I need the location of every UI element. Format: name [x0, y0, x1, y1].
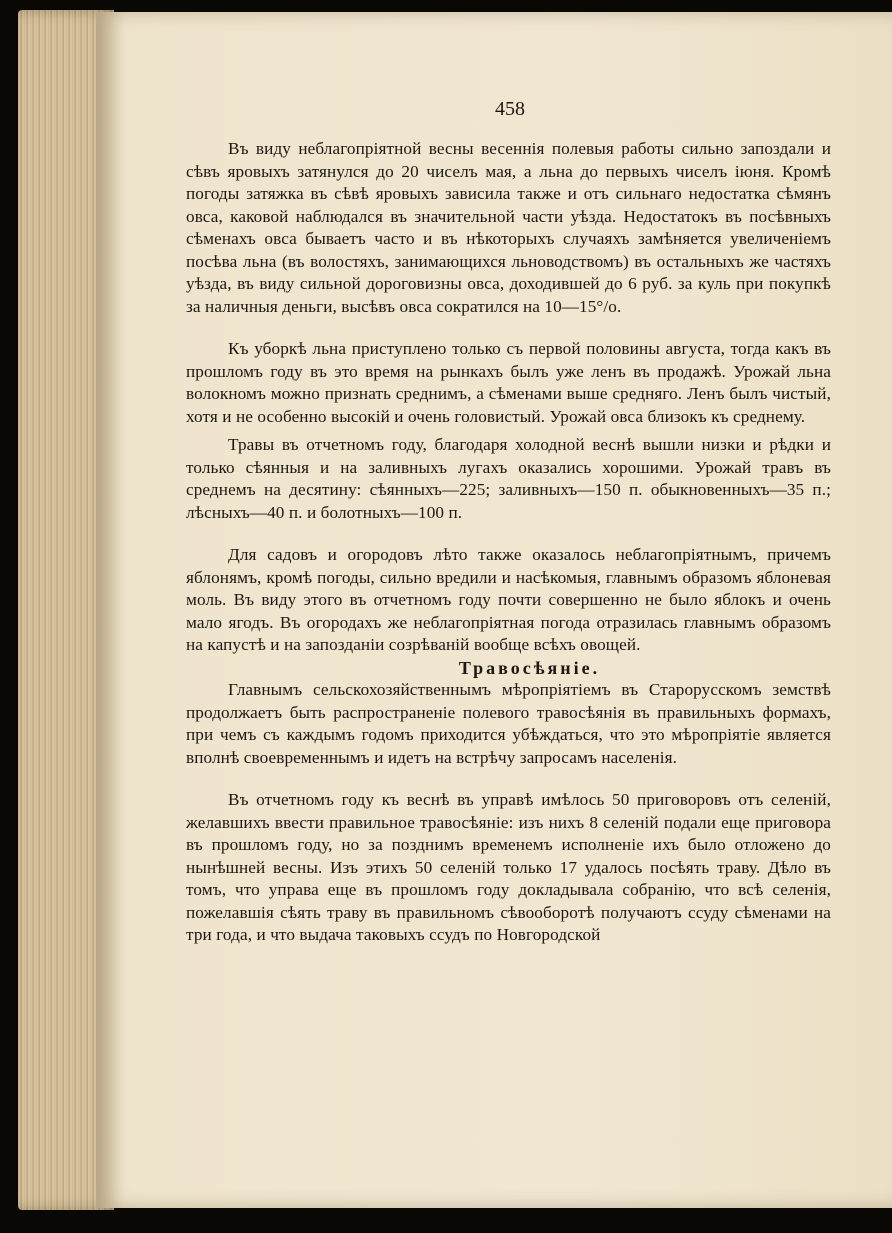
paragraph-gardens: Для садовъ и огородовъ лѣто также оказалось неблагопріятнымъ, причемъ яблонямъ, кромѣ погоды, сильно вредили и насѣкомыя, главнымъ образомъ яблоневая моль. Въ виду этого въ отчетномъ году почти совершенно не было яблокъ и очень мало ягодъ. Въ огородахъ же неблагопріятная погода отразилась главнымъ образомъ на капустѣ и на запозданіи созрѣваній вообще всѣхъ овощей. [186, 545, 831, 654]
page-text [186, 138, 831, 947]
paragraph-flax-harvest: Къ уборкѣ льна приступлено только съ первой половины августа, тогда какъ въ прошломъ году въ это время на рынкахъ былъ уже ленъ въ продажѣ. Урожай льна волокномъ можно признать среднимъ, а сѣменами выше средняго. Ленъ былъ чистый, хотя и не особенно высокій и очень головистый. Урожай овса близокъ къ среднему. [186, 339, 831, 426]
paragraph-grass-yield: Травы въ отчетномъ году, благодаря холодной веснѣ вышли низки и рѣдки и только сѣянныя и на заливныхъ лугахъ оказались хорошими. Урожай травъ въ среднемъ на десятину: сѣянныхъ—225; заливныхъ—150 п. обыкновенныхъ—35 п.; лѣсныхъ—40 п. и болотныхъ—100 п. [186, 435, 831, 522]
page-number: 458 [495, 98, 525, 120]
section-heading: Травосѣяніе. [458, 657, 601, 678]
paragraph-grass-sowing-intro: Главнымъ сельскохозяйственнымъ мѣропріятіемъ въ Старорусскомъ земствѣ продолжаетъ быть распространеніе полевого травосѣянія въ правильныхъ формахъ, при чемъ съ каждымъ годомъ приходится убѣждаться, что это мѣропріятіе является вполнѣ своевременнымъ и идетъ на встрѣчу запросамъ населенія. [186, 680, 831, 767]
paragraph-village-petitions: Въ отчетномъ году къ веснѣ въ управѣ имѣлось 50 приговоровъ отъ селеній, желавшихъ ввести правильное травосѣяніе: изъ нихъ 8 селеній подали еще приговора въ прошломъ году, но за позднимъ временемъ исполненіе ихъ было отложено до нынѣшней весны. Изъ этихъ 50 селеній только 17 удалось посѣять траву. Дѣло въ томъ, что управа еще въ прошломъ году докладывала собранію, что всѣ селенія, пожелавшія сѣять траву въ правильномъ сѣвооборотѣ получаютъ ссуду сѣменами на три года, и что выдача таковыхъ ссудъ по Новгородской [186, 790, 831, 944]
paragraph-spring-sowing: Въ виду неблагопріятной весны весеннія полевыя работы сильно запоздали и сѣвъ яровыхъ затянулся до 20 чиселъ мая, а льна до первыхъ чиселъ іюня. Кромѣ погоды затяжка въ сѣвѣ яровыхъ зависила также и отъ сильнаго недостатка сѣмянъ овса, каковой наблюдался въ значительной части уѣзда. Недостатокъ въ посѣвныхъ сѣменахъ овса бываетъ часто и въ нѣкоторыхъ случаяхъ замѣняется увеличеніемъ посѣва льна (въ волостяхъ, занимающихся льноводствомъ) въ остальныхъ же частяхъ уѣзда, въ виду сильной дороговизны овса, доходившей до 6 руб. за куль при покупкѣ за наличныя деньги, высѣвъ овса сократился на 10—15°/o. [186, 139, 831, 316]
